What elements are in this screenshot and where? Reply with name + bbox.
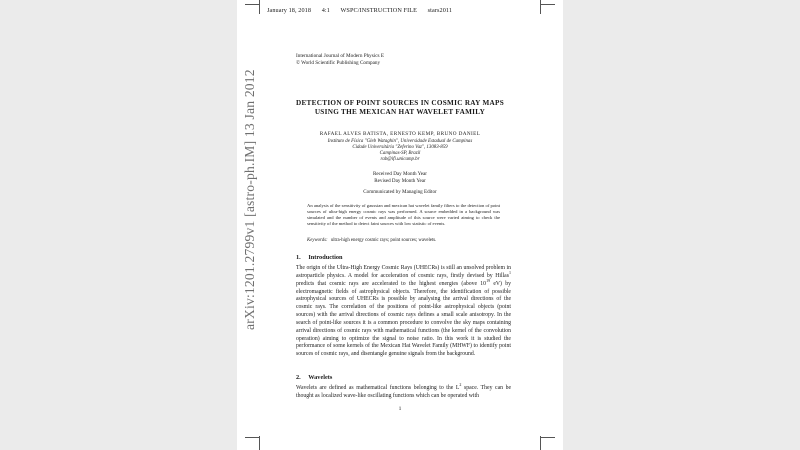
paper-title [237, 99, 563, 116]
running-head-file: stars2011 [427, 7, 453, 14]
communicated-by: Communicated by Managing Editor [363, 189, 437, 195]
authors: RAFAEL ALVES BATISTA, ERNESTO KEMP, BRUNO DANIEL [319, 131, 481, 137]
section-title: Introduction [308, 254, 343, 261]
affiliation [237, 139, 563, 158]
received-line: Received Day Month Year [372, 171, 428, 177]
wavelets-paragraph [296, 382, 512, 401]
affiliation-line-2: Cidade Universitária "Zeferino Vaz", 13083-859 [352, 145, 448, 151]
title-line-1: DETECTION OF POINT SOURCES IN COSMIC RAY MAPS [295, 99, 505, 107]
running-head-date: January 18, 2018 [267, 7, 312, 14]
crop-mark [541, 4, 555, 5]
paper-page [237, 0, 563, 450]
affiliation-line-3: Campinas-SP, Brazil [379, 151, 421, 157]
received-dates [237, 171, 563, 184]
crop-mark [259, 436, 260, 450]
keywords-text: ultra-high energy cosmic rays; point sources; wavelets. [330, 238, 437, 243]
section-title: Wavelets [308, 374, 333, 381]
revised-line: Revised Day Month Year [374, 177, 426, 184]
affiliation-line-1: Instituto de Física "Gleb Wataghin", Universidade Estadual de Campinas [327, 139, 473, 144]
crop-mark [245, 437, 259, 438]
keywords [307, 238, 436, 243]
running-head-time: 4:1 [321, 7, 330, 14]
title-line-2: USING THE MEXICAN HAT WAVELET FAMILY [314, 107, 486, 116]
intro-text-1: The origin of the Ultra-High Energy Cosmic Rays (UHECRs) is still an unsolved problem in astroparticle physics. A model for acceleration of cosmic rays, firstly devised by Hillas [296, 265, 511, 279]
section-number: 1. [296, 254, 301, 261]
footnote-ref: 1 [508, 269, 511, 275]
wavelets-text-2: space. They can be thought as localized wave-like oscillating functions which can be operated with [296, 385, 512, 399]
running-head-publisher: WSPC/INSTRUCTION FILE [340, 7, 417, 14]
journal-info [296, 53, 384, 67]
section-number: 2. [296, 374, 301, 381]
crop-mark [259, 0, 260, 14]
introduction-paragraph [296, 265, 511, 359]
page-number: 1 [398, 406, 402, 412]
arxiv-stamp: arXiv:1201.2799v1 [astro-ph.IM] 13 Jan 2012 [242, 69, 257, 330]
section-heading-wavelets [296, 374, 332, 381]
crop-mark [540, 436, 541, 450]
journal-name: International Journal of Modern Physics E [296, 53, 385, 59]
crop-mark [245, 4, 259, 5]
exponent: 19 [486, 277, 491, 283]
author-email: rab@ifi.unicamp.br [380, 157, 420, 162]
abstract: An analysis of the sensitivity of gaussian and mexican hat wavelet family filters to the detection of point sources of ultra-high energy cosmic rays was performed. A source embedded in a background was simulated and the number of events and amplitude of this source were varied aiming to check the sensitivity of the method to detect faint sources with low statistic of events. [307, 203, 500, 226]
section-heading-introduction [296, 254, 343, 261]
intro-text-2: predicts that cosmic rays are accelerated to the highest energies (above 10 [296, 280, 487, 287]
keywords-label: Keywords: [307, 238, 328, 243]
crop-mark [540, 0, 541, 14]
intro-text-3: eV) by electromagnetic fields of astrophysical objects. Therefore, the identification of possible astrophysical sources of UHECRs is possible by analysing the arrival directions of the cosmic rays. The correlation of the positions of point-like astrophysical objects (point sources) with the arrival directions of cosmic rays defines a small scale anisotropy. In the search of point-like sources it is a common procedure to convolve the sky maps containing arrival directions of cosmic rays with mathematical functions (the kernel of the convolution operation) aiming to optimize the signal to noise ratio. In this work it is studied the performance of some kernels of the Mexican Hat Wavelet Family (MHWF) to identify point sources of cosmic rays, and disentangle genuine signals from the background. [296, 280, 511, 358]
wavelets-text-1: Wavelets are defined as mathematical functions belonging to the L [296, 385, 460, 391]
journal-copyright: © World Scientific Publishing Company [296, 60, 381, 66]
crop-mark [541, 437, 555, 438]
exponent: 2 [459, 382, 462, 388]
running-head [267, 7, 461, 14]
